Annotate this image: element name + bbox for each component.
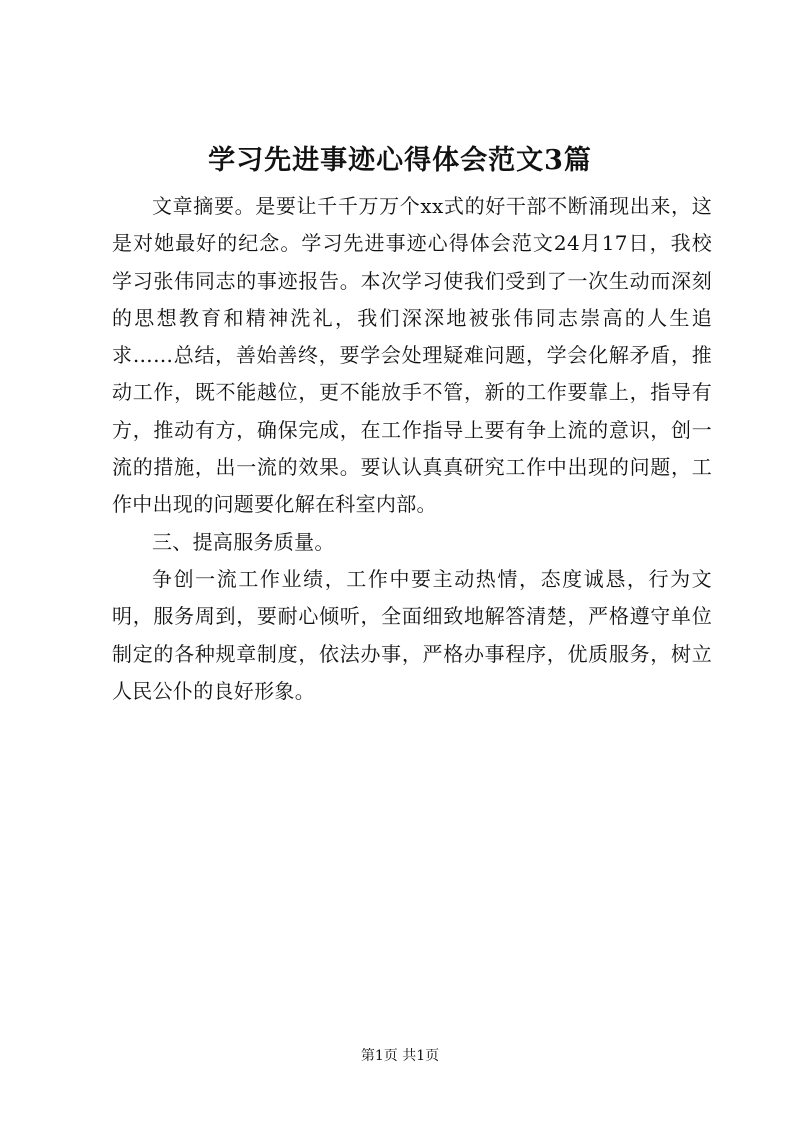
paragraph-service: 争创一流工作业绩，工作中要主动热情，态度诚恳，行为文明，服务周到，要耐心倾听，全面细致地解答清楚，严格遵守单位制定的各种规章制度，依法办事，严格办事程序，优质服务，树立人民公仆的良好形象。 (112, 566, 712, 703)
page-footer: 第1页 共1页 (360, 1048, 440, 1064)
paragraph-abstract: 文章摘要。是要让千千万万个xx式的好干部不断涌现出来，这是对她最好的纪念。学习先进事迹心得体会范文24月17日，我校学习张伟同志的事迹报告。本次学习使我们受到了一次生动而深刻的思想教育和精神洗礼，我们深深地被张伟同志崇高的人生追求……总结，善始善终，要学会处理疑难问题，学会化解矛盾，推动工作，既不能越位，更不能放手不管，新的工作要靠上，指导有方，推动有方，确保完成，在工作指导上要有争上流的意识，创一流的措施，出一流的效果。要认认真真研究工作中出现的问题，工作中出现的问题要化解在科室内部。 (112, 194, 712, 517)
document-body (112, 188, 712, 710)
paragraph-section-heading: 三、提高服务质量。 (152, 529, 335, 554)
document-title: 学习先进事迹心得体会范文3篇 (208, 145, 592, 176)
